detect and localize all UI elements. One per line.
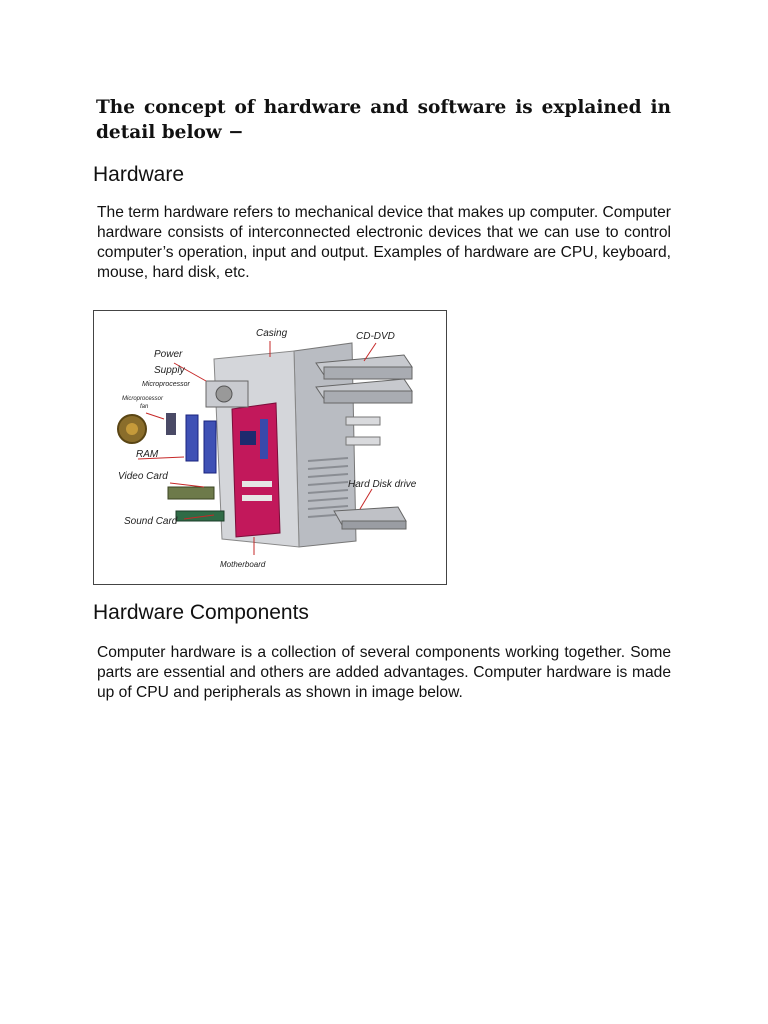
label-casing: Casing bbox=[256, 328, 288, 339]
cd-dvd-drive-front bbox=[324, 367, 412, 379]
label-motherboard: Motherboard bbox=[220, 560, 266, 569]
fan-hub bbox=[126, 423, 138, 435]
hardware-heading: Hardware bbox=[93, 163, 185, 186]
label-power: Power bbox=[154, 349, 183, 360]
hard-disk-drive-front bbox=[342, 521, 406, 529]
expansion-slot bbox=[242, 481, 272, 487]
ram-stick bbox=[186, 415, 198, 461]
drive-bay bbox=[346, 437, 380, 445]
label-cd-dvd: CD-DVD bbox=[356, 331, 395, 342]
hardware-components-paragraph: Computer hardware is a collection of several components working together. Some parts are essential and others are added advantages. Computer hardware is made up of CPU and peripherals as shown in image below. bbox=[97, 644, 671, 701]
label-supply: Supply bbox=[154, 365, 185, 376]
cd-dvd-drive-front bbox=[324, 391, 412, 403]
label-microprocessor-fan-line1: Microprocessor bbox=[122, 396, 164, 402]
motherboard-board bbox=[232, 403, 280, 537]
label-video-card: Video Card bbox=[118, 471, 168, 482]
computer-parts-figure bbox=[93, 310, 447, 585]
sound-card bbox=[176, 511, 224, 521]
label-microprocessor-fan-line2: fan bbox=[140, 404, 149, 410]
ram-stick bbox=[204, 421, 216, 473]
label-microprocessor: Microprocessor bbox=[142, 381, 190, 388]
intro-text: The concept of hardware and software is explained in detail below − bbox=[96, 97, 671, 143]
label-sound-card: Sound Card bbox=[124, 516, 178, 527]
drive-bay bbox=[346, 417, 380, 425]
motherboard-chip bbox=[240, 431, 256, 445]
label-hard-disk-drive: Hard Disk drive bbox=[348, 479, 417, 490]
power-supply-fan bbox=[216, 386, 232, 402]
label-ram: RAM bbox=[136, 449, 159, 460]
motherboard-slot bbox=[260, 419, 268, 459]
video-card bbox=[168, 487, 214, 499]
microprocessor-chip bbox=[166, 413, 176, 435]
hardware-paragraph: The term hardware refers to mechanical device that makes up computer. Computer hardware consists of interconnected electronic devices that we can use to control computer’s operation, input and output. Examples of hardware are CPU, keyboard, mouse, hard disk, etc. bbox=[97, 204, 671, 281]
computer-parts-illustration bbox=[94, 311, 446, 584]
hardware-components-heading: Hardware Components bbox=[93, 601, 309, 624]
expansion-slot bbox=[242, 495, 272, 501]
